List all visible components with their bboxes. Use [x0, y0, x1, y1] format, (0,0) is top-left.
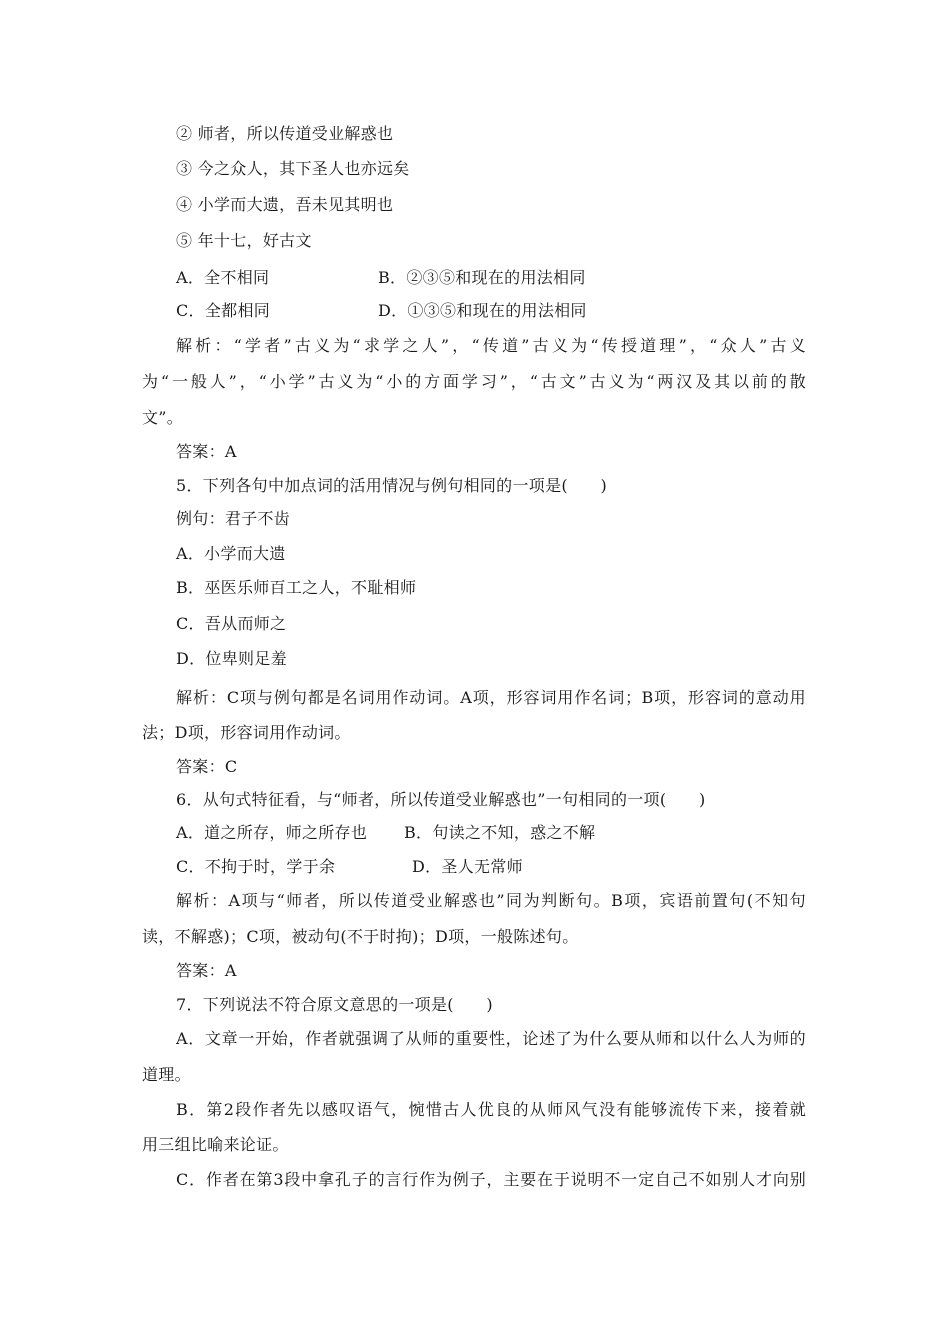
q5-answer: 答案：C [176, 757, 238, 776]
q5-option-d: D．位卑则足羞 [176, 649, 287, 668]
q7-option-c-line-1: C．作者在第3段中拿孔子的言行作为例子，主要在于说明不一定自己不如别人才向别 [176, 1170, 806, 1189]
q5-option-b: B．巫医乐师百工之人，不耻相师 [176, 578, 417, 597]
q4-option-b: B．②③⑤和现在的用法相同 [378, 268, 586, 287]
q4-option-a: A．全不相同 [176, 268, 270, 287]
q5-example: 例句：君子不齿 [176, 509, 291, 528]
q5-option-a: A．小学而大遗 [176, 544, 286, 563]
q5-analysis-line-1: 解析：C项与例句都是名词用作动词。A项，形容词用作名词；B项，形容词的意动用 [176, 688, 806, 707]
q7-option-a-line-1: A．文章一开始，作者就强调了从师的重要性，论述了为什么要从师和以什么人为师的 [176, 1029, 806, 1048]
q7-option-a-line-2: 道理。 [142, 1065, 191, 1084]
q4-item-2: ② 师者，所以传道受业解惑也 [176, 124, 394, 143]
q5-analysis-line-2: 法；D项，形容词用作动词。 [142, 723, 351, 742]
q4-answer: 答案：A [176, 442, 237, 461]
q4-option-c: C．全都相同 [176, 301, 271, 320]
q4-option-d: D．①③⑤和现在的用法相同 [378, 301, 587, 320]
q5-stem: 5．下列各句中加点词的活用情况与例句相同的一项是( ) [176, 476, 608, 495]
q6-answer: 答案：A [176, 961, 237, 980]
q6-option-d: D．圣人无常师 [412, 857, 523, 876]
q7-option-b-line-1: B．第2段作者先以感叹语气，惋惜古人优良的从师风气没有能够流传下来，接着就 [176, 1100, 806, 1119]
q6-analysis-line-2: 读，不解惑)；C项，被动句(不于时拘)；D项，一般陈述句。 [142, 927, 579, 946]
q7-stem: 7．下列说法不符合原文意思的一项是( ) [176, 995, 493, 1014]
q4-item-3: ③ 今之众人，其下圣人也亦远矣 [176, 159, 410, 178]
q6-analysis-line-1: 解析：A项与“师者，所以传道受业解惑也”同为判断句。B项，宾语前置句(不知句 [176, 891, 806, 910]
q6-option-c: C．不拘于时，学于余 [176, 857, 336, 876]
q6-stem: 6．从句式特征看，与“师者，所以传道受业解惑也”一句相同的一项( ) [176, 790, 706, 809]
q6-option-a: A．道之所存，师之所存也 [176, 823, 368, 842]
q5-option-c: C．吾从而师之 [176, 614, 287, 633]
q7-option-b-line-2: 用三组比喻来论证。 [142, 1135, 289, 1154]
q6-option-b: B．句读之不知，惑之不解 [404, 823, 596, 842]
q4-analysis-line-2: 为“一般人”，“小学”古义为“小的方面学习”，“古文”古义为“两汉及其以前的散 [142, 372, 806, 391]
q4-analysis-line-3: 文”。 [142, 408, 184, 427]
q4-analysis-line-1: 解析：“学者”古义为“求学之人”，“传道”古义为“传授道理”，“众人”古义 [176, 336, 806, 355]
q4-item-4: ④ 小学而大遗，吾未见其明也 [176, 195, 394, 214]
q4-item-5: ⑤ 年十七，好古文 [176, 231, 312, 250]
